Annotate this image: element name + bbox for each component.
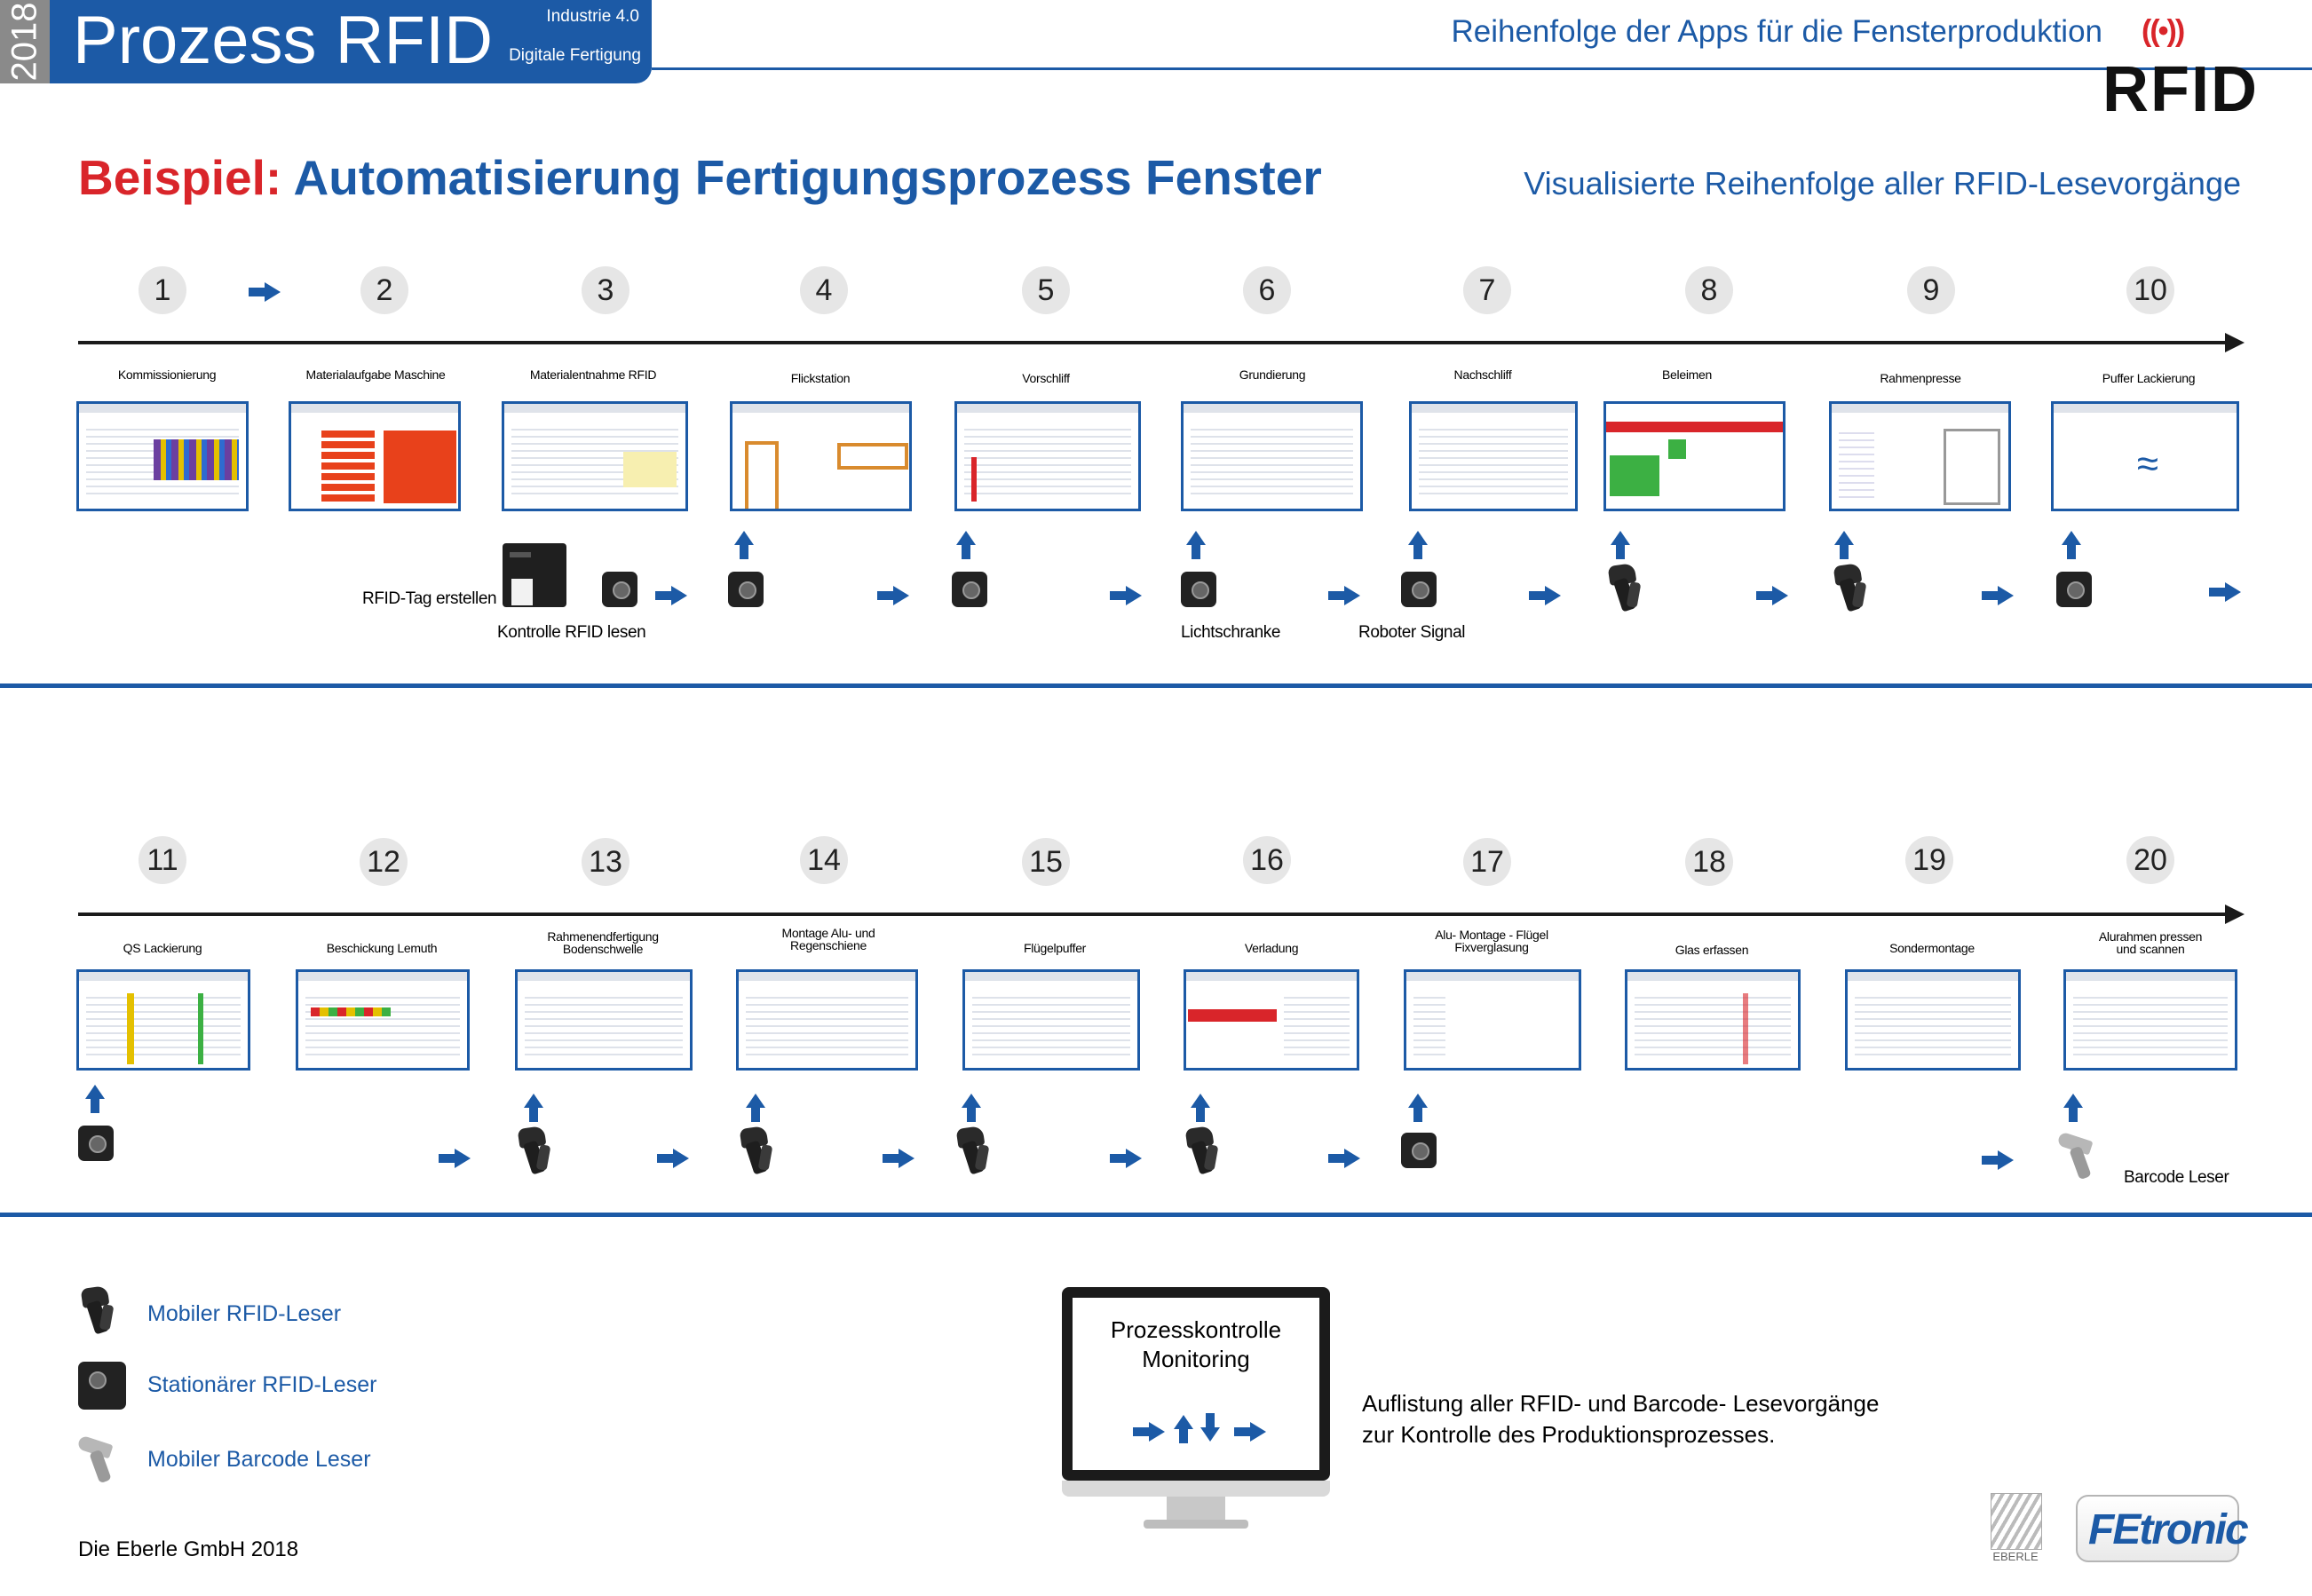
title-prefix: Beispiel:	[78, 150, 282, 205]
step-number: 17	[1463, 838, 1511, 886]
flow-arrow-up-icon	[1408, 531, 1428, 559]
station-label: Beleimen	[1662, 367, 1712, 382]
monitor-title: Prozesskontrolle Monitoring	[1110, 1316, 1282, 1372]
app-screenshot-beleimen	[1603, 401, 1785, 511]
title-text: Automatisierung Fertigungsprozess Fenster	[293, 150, 1322, 205]
flow-arrow-right-icon	[1133, 1422, 1165, 1442]
station-label: Beschickung Lemuth	[326, 941, 438, 955]
barcode-scanner-icon	[78, 1434, 119, 1484]
flow-arrow-right-icon	[439, 1149, 471, 1168]
tag-industrie: Industrie 4.0	[546, 7, 639, 26]
step-number: 8	[1685, 266, 1733, 314]
mobile-rfid-reader-icon	[515, 1127, 554, 1177]
station-label: Sondermontage	[1889, 941, 1975, 955]
year-badge	[0, 0, 50, 83]
header-right-title: Reihenfolge der Apps für die Fensterproduktion	[1451, 14, 2102, 49]
station-label: QS Lackierung	[123, 941, 202, 955]
step-number: 15	[1022, 838, 1070, 886]
caption-tag-create: RFID-Tag erstellen	[362, 589, 497, 608]
app-screenshot-materialentnahme	[502, 401, 688, 511]
app-screenshot-beschickung	[296, 969, 470, 1071]
step-number: 2	[360, 266, 408, 314]
mobile-rfid-reader-icon	[954, 1127, 993, 1177]
legend-mobile-rfid: Mobiler RFID-Leser	[147, 1301, 342, 1326]
station-label: Vorschliff	[1022, 371, 1070, 385]
station-label: Rahmenpresse	[1880, 371, 1961, 385]
legend-stationary-rfid: Stationärer RFID-Leser	[147, 1372, 377, 1397]
app-screenshot-kommissionierung	[76, 401, 249, 511]
station-label: Alurahmen pressen und scannen	[2098, 929, 2203, 956]
page-title	[78, 149, 1322, 206]
stationary-rfid-reader-icon	[78, 1362, 126, 1410]
flow-arrow-right-icon	[1110, 1149, 1142, 1168]
step-number: 11	[139, 836, 186, 884]
caption-robot-signal: Roboter Signal	[1358, 623, 1466, 642]
stationary-rfid-reader-icon	[602, 572, 637, 607]
mobile-rfid-reader-icon	[1831, 565, 1870, 614]
app-screenshot-rahmenendfertigung	[515, 969, 693, 1071]
app-screenshot-verladung	[1184, 969, 1359, 1071]
station-label: Verladung	[1244, 941, 1299, 955]
app-screenshot-materialaufgabe	[289, 401, 461, 511]
stationary-rfid-reader-icon	[1401, 572, 1437, 607]
flow-arrow-up-icon	[1174, 1415, 1193, 1443]
title-banner	[50, 0, 652, 83]
app-screenshot-alurahmen	[2063, 969, 2237, 1071]
stationary-rfid-reader-icon	[78, 1126, 114, 1161]
flow-arrow-right-icon	[657, 1149, 689, 1168]
flow-arrow-right-icon	[1234, 1422, 1266, 1442]
app-screenshot-nachschliff	[1409, 401, 1578, 511]
timeline-arrow	[78, 341, 2229, 344]
station-label: Flügelpuffer	[1023, 941, 1087, 955]
flow-arrow-up-icon	[1186, 531, 1206, 559]
station-label: Puffer Lackierung	[2102, 371, 2196, 385]
mobile-rfid-reader-icon	[737, 1127, 776, 1177]
flow-arrow-up-icon	[1834, 531, 1854, 559]
mobile-rfid-reader-icon	[78, 1287, 117, 1337]
stationary-rfid-reader-icon	[2056, 572, 2092, 607]
step-number: 6	[1243, 266, 1291, 314]
flow-arrow-up-icon	[524, 1094, 543, 1122]
step-number: 14	[800, 836, 848, 884]
app-screenshot-montage-alu	[736, 969, 918, 1071]
flow-arrow-right-icon	[1110, 586, 1142, 605]
flow-arrow-up-icon	[962, 1094, 981, 1122]
flow-arrow-up-icon	[1191, 1094, 1210, 1122]
app-screenshot-grundierung	[1181, 401, 1363, 511]
flow-arrow-up-icon	[734, 531, 754, 559]
flow-arrow-right-icon	[1328, 1149, 1360, 1168]
legend-mobile-barcode: Mobiler Barcode Leser	[147, 1447, 371, 1472]
flow-arrow-right-icon	[1982, 586, 2014, 605]
eberle-logo: EBERLE	[1991, 1493, 2040, 1564]
row-separator	[0, 1213, 2312, 1217]
flow-arrow-right-icon	[877, 586, 909, 605]
station-label: Flickstation	[790, 371, 851, 385]
stationary-rfid-reader-icon	[952, 572, 987, 607]
footer-company: Die Eberle GmbH 2018	[78, 1537, 299, 1561]
rfid-logo	[2095, 14, 2259, 125]
step-number: 9	[1907, 266, 1955, 314]
tag-digital: Digitale Fertigung	[509, 46, 641, 65]
station-label: Materialentnahme RFID	[529, 367, 657, 382]
step-number: 13	[582, 838, 629, 886]
caption-barcode: Barcode Leser	[2124, 1168, 2229, 1187]
flow-arrow-right-icon	[883, 1149, 915, 1168]
app-screenshot-alu-montage	[1404, 969, 1581, 1071]
barcode-scanner-icon	[2058, 1131, 2099, 1181]
app-screenshot-puffer-lackierung: ≈	[2051, 401, 2239, 511]
step-number: 20	[2126, 836, 2174, 884]
station-label: Kommissionierung	[117, 367, 217, 382]
app-screenshot-rahmenpresse	[1829, 401, 2011, 511]
flow-arrow-up-icon	[1408, 1094, 1428, 1122]
app-screenshot-fluegelpuffer	[962, 969, 1140, 1071]
step-number: 4	[800, 266, 848, 314]
monitoring-monitor	[1062, 1287, 1330, 1481]
flow-arrow-right-icon	[249, 282, 281, 302]
monitor-screen	[1073, 1298, 1319, 1470]
app-screenshot-flickstation	[730, 401, 912, 511]
year-text: 2018	[4, 2, 44, 82]
flow-arrow-down-icon	[1200, 1413, 1220, 1442]
timeline-arrow	[78, 913, 2229, 916]
rfid-waves-icon: ((•))	[2142, 14, 2184, 48]
app-screenshot-qs-lackierung	[76, 969, 250, 1071]
label-printer-icon	[503, 543, 566, 607]
flow-arrow-up-icon	[2063, 1094, 2083, 1122]
station-label: Montage Alu- und Regenschiene	[781, 926, 875, 952]
step-number: 10	[2126, 266, 2174, 314]
flow-arrow-right-icon	[1529, 586, 1561, 605]
rfid-logo-text: RFID	[2102, 54, 2259, 125]
flow-arrow-up-icon	[2062, 531, 2081, 559]
flow-arrow-up-icon	[1611, 531, 1630, 559]
mobile-rfid-reader-icon	[1183, 1127, 1222, 1177]
app-screenshot-glas	[1625, 969, 1801, 1071]
header-divider	[652, 67, 2312, 70]
station-label: Glas erfassen	[1675, 943, 1749, 957]
monitor-description: Auflistung aller RFID- und Barcode- Lesevorgänge zur Kontrolle des Produktionsprozesses.	[1362, 1390, 1880, 1448]
station-label: Materialaufgabe Maschine	[305, 367, 446, 382]
flow-arrow-up-icon	[746, 1094, 765, 1122]
fetronic-logo: FEtronic	[2076, 1495, 2239, 1562]
flow-arrow-right-icon	[1756, 586, 1788, 605]
mobile-rfid-reader-icon	[1605, 565, 1644, 614]
flow-arrow-up-icon	[956, 531, 976, 559]
step-number: 3	[582, 266, 629, 314]
step-number: 12	[360, 838, 408, 886]
flow-arrow-right-icon	[1982, 1150, 2014, 1170]
step-number: 5	[1022, 266, 1070, 314]
step-number: 19	[1905, 836, 1953, 884]
flow-arrow-right-icon	[1328, 586, 1360, 605]
station-label: Grundierung	[1239, 367, 1306, 382]
stationary-rfid-reader-icon	[1401, 1133, 1437, 1168]
station-label: Nachschliff	[1453, 367, 1512, 382]
caption-light-barrier: Lichtschranke	[1181, 623, 1281, 642]
stationary-rfid-reader-icon	[1181, 572, 1216, 607]
caption-control-read: Kontrolle RFID lesen	[497, 623, 646, 642]
station-label: Rahmenendfertigung Bodenschwelle	[547, 929, 659, 956]
row-separator	[0, 683, 2312, 688]
step-number: 7	[1463, 266, 1511, 314]
flow-arrow-right-icon	[655, 586, 687, 605]
page-subtitle: Visualisierte Reihenfolge aller RFID-Lesevorgänge	[1524, 165, 2241, 201]
flow-arrow-up-icon	[85, 1085, 105, 1113]
flow-arrow-right-icon	[2209, 582, 2241, 602]
step-number: 16	[1243, 836, 1291, 884]
step-number: 18	[1685, 838, 1733, 886]
step-number: 1	[139, 266, 186, 314]
product-title: Prozess RFID	[73, 3, 493, 78]
app-screenshot-sondermontage	[1845, 969, 2021, 1071]
station-label: Alu- Montage - Flügel Fixverglasung	[1435, 928, 1548, 954]
app-screenshot-vorschliff	[954, 401, 1141, 511]
stationary-rfid-reader-icon	[728, 572, 764, 607]
